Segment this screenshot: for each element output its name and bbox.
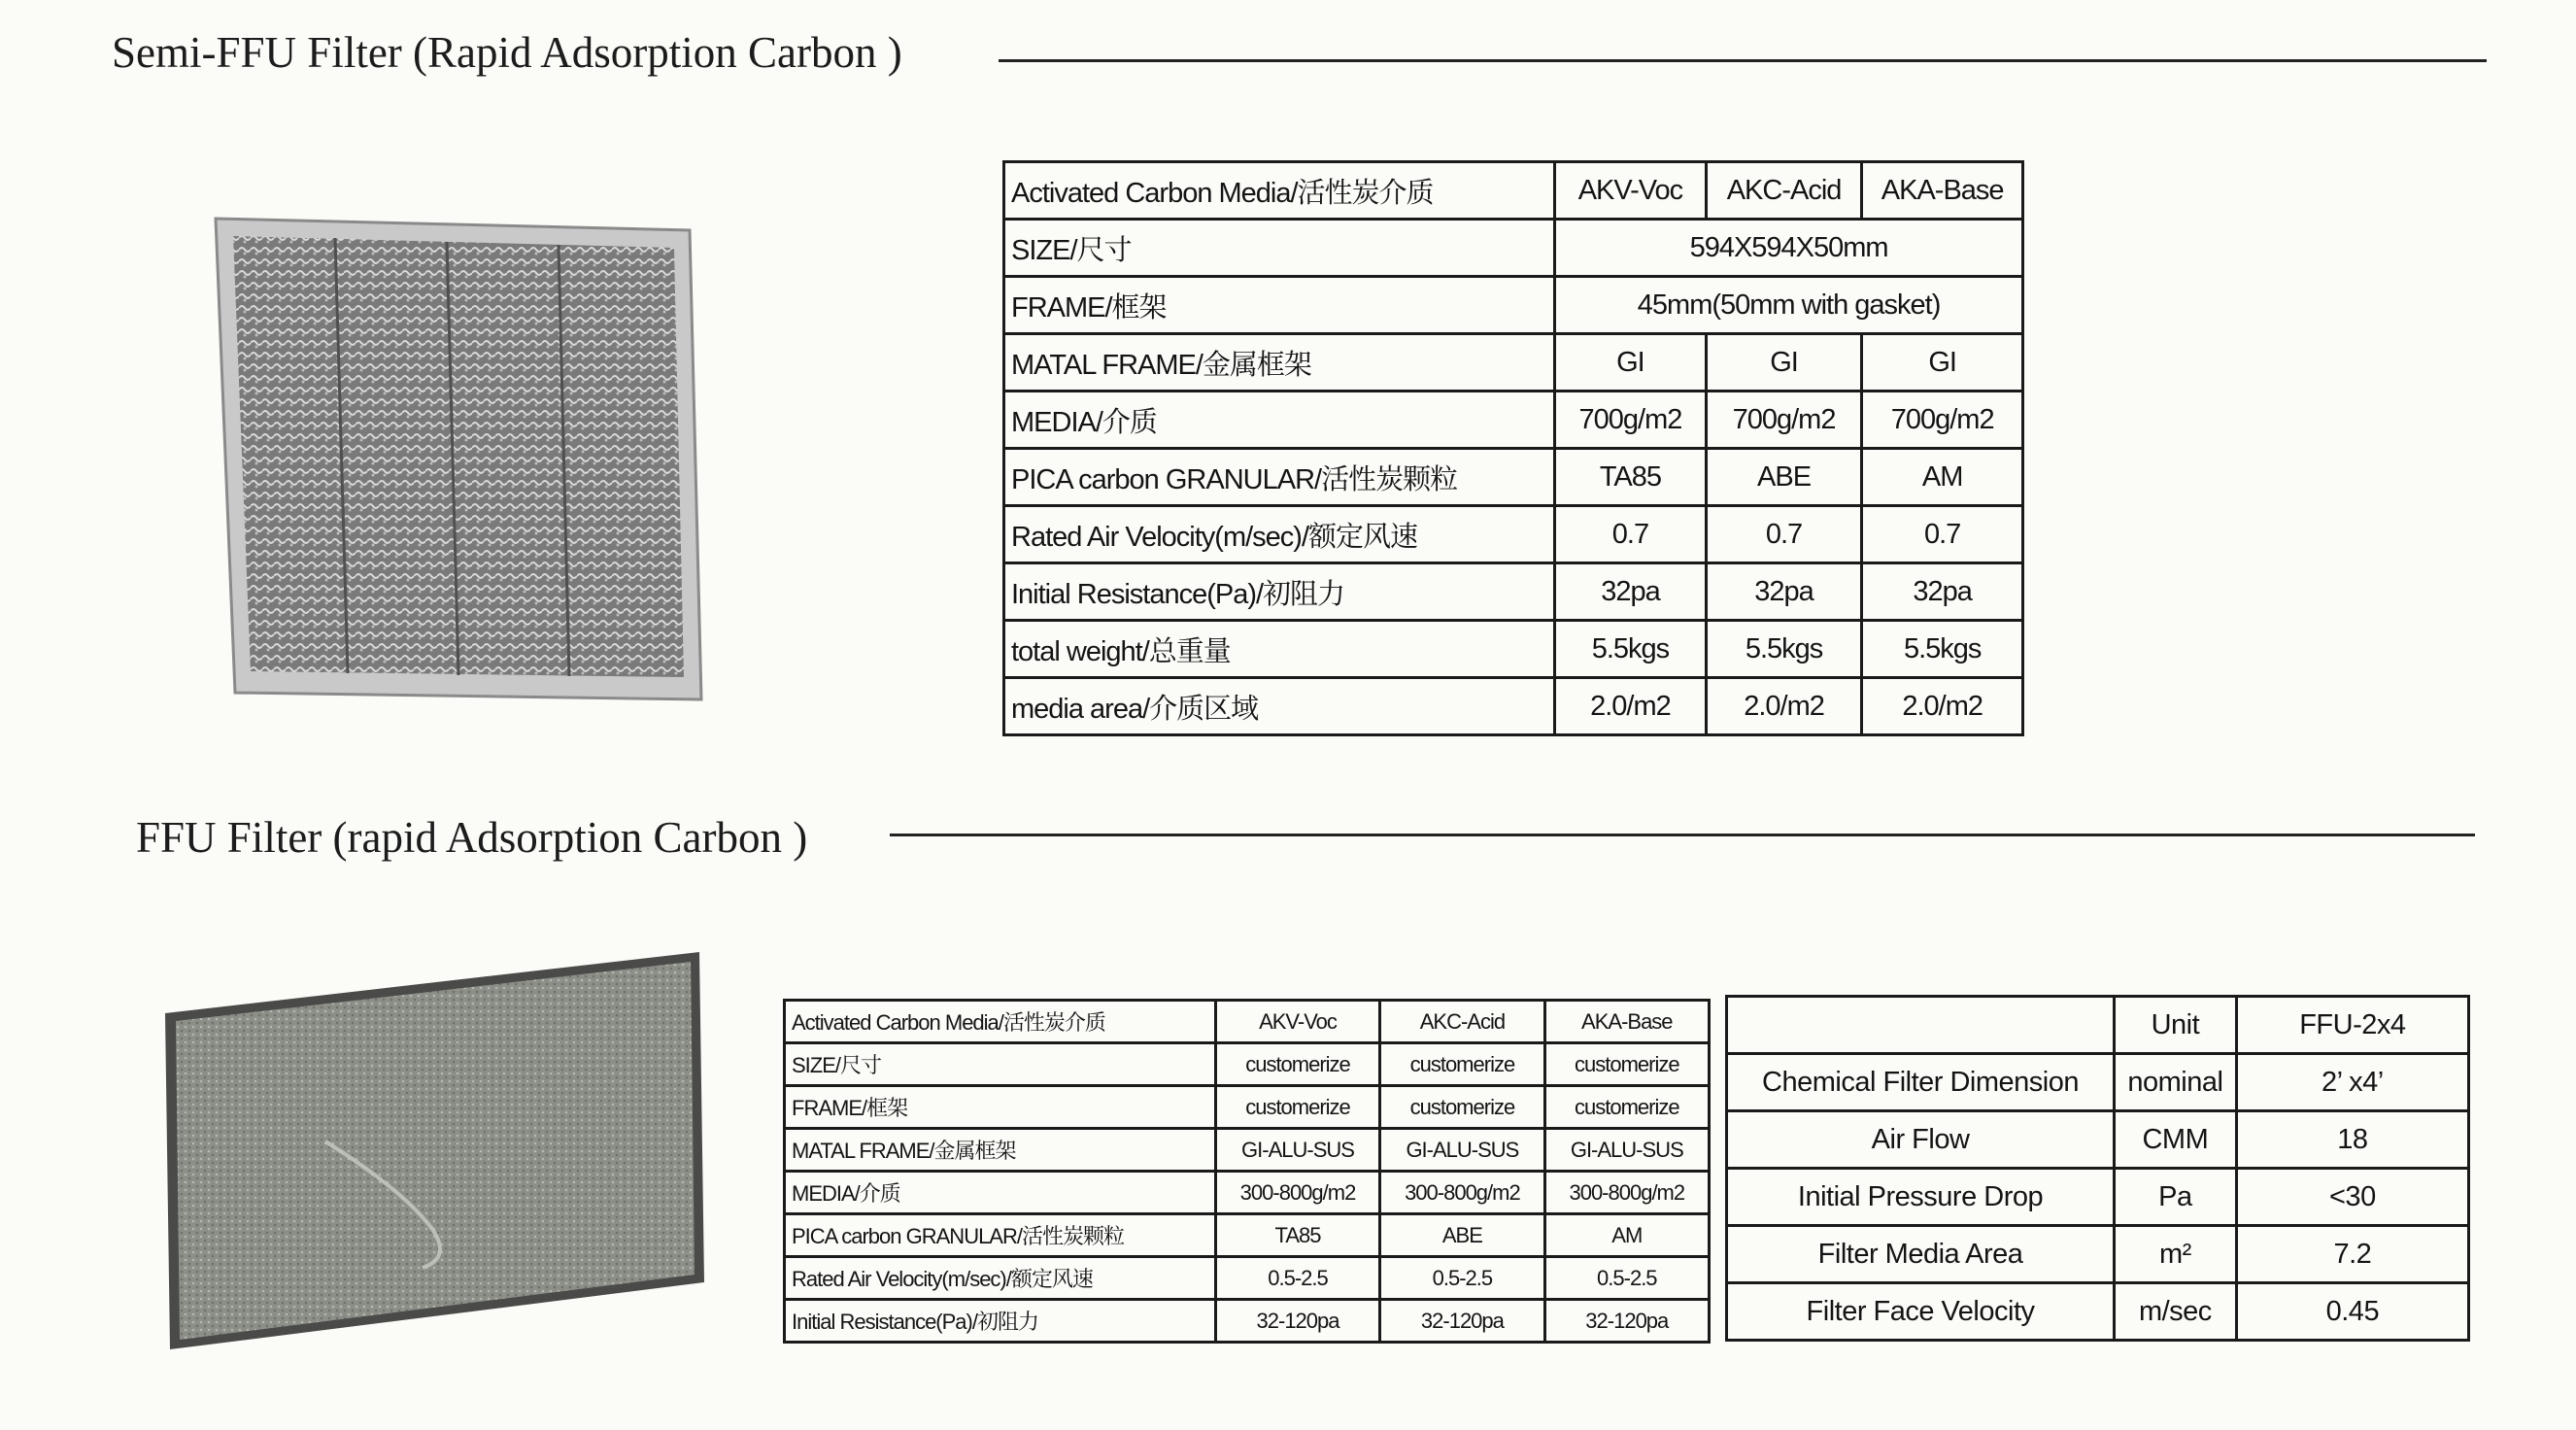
cell: 0.45 [2236, 1283, 2468, 1341]
table-row [1727, 1226, 2469, 1283]
cell: customerize [1544, 1043, 1709, 1086]
section1-title: Semi-FFU Filter (Rapid Adsorption Carbon ) [112, 28, 902, 77]
cell: nominal [2115, 1054, 2237, 1111]
cell: customerize [1380, 1086, 1544, 1129]
row-label: PICA carbon GRANULAR/活性炭颗粒 [785, 1214, 1216, 1257]
size-value: 594X594X50mm [1555, 220, 2023, 277]
cell: m/sec [2115, 1283, 2237, 1341]
cell: m² [2115, 1226, 2237, 1283]
cell: 0.7 [1706, 506, 1862, 563]
semi-ffu-spec-table [1002, 160, 2024, 736]
table-row [1727, 1111, 2469, 1169]
cell: 0.5-2.5 [1544, 1257, 1709, 1300]
cell: GI-ALU-SUS [1544, 1129, 1709, 1172]
table-row [1004, 621, 2023, 678]
row-label: Filter Face Velocity [1727, 1283, 2115, 1341]
row-label: SIZE/尺寸 [785, 1043, 1216, 1086]
cell: AM [1862, 449, 2023, 506]
header-blank [1727, 997, 2115, 1054]
header-aka-base: AKA-Base [1862, 162, 2023, 220]
header-media-label: Activated Carbon Media/活性炭介质 [1004, 162, 1555, 220]
header-akv-voc: AKV-Voc [1215, 1001, 1379, 1043]
cell: 0.5-2.5 [1215, 1257, 1379, 1300]
cell: customerize [1544, 1086, 1709, 1129]
section1-divider [999, 59, 2487, 62]
cell: GI [1706, 334, 1862, 392]
cell: 32pa [1706, 563, 1862, 621]
row-label: FRAME/框架 [1004, 277, 1555, 334]
cell: AM [1544, 1214, 1709, 1257]
cell: TA85 [1555, 449, 1707, 506]
cell: 2.0/m2 [1555, 678, 1707, 735]
cell: customerize [1215, 1043, 1379, 1086]
cell: 2’ x4’ [2236, 1054, 2468, 1111]
cell: 2.0/m2 [1862, 678, 2023, 735]
table-row [1727, 1054, 2469, 1111]
cell: 700g/m2 [1706, 392, 1862, 449]
section2-title: FFU Filter (rapid Adsorption Carbon ) [136, 813, 808, 862]
cell: 0.7 [1555, 506, 1707, 563]
table-header-row [1727, 997, 2469, 1054]
table-row [1004, 334, 2023, 392]
row-label: PICA carbon GRANULAR/活性炭颗粒 [1004, 449, 1555, 506]
cell: 0.5-2.5 [1380, 1257, 1544, 1300]
row-label: Initial Resistance(Pa)/初阻力 [1004, 563, 1555, 621]
table-row [1004, 277, 2023, 334]
header-akc-acid: AKC-Acid [1706, 162, 1862, 220]
cell: 300-800g/m2 [1215, 1172, 1379, 1214]
cell: 5.5kgs [1706, 621, 1862, 678]
cell: GI [1862, 334, 2023, 392]
cell: GI-ALU-SUS [1215, 1129, 1379, 1172]
cell: ABE [1706, 449, 1862, 506]
cell: TA85 [1215, 1214, 1379, 1257]
ffu-dimension-table [1725, 995, 2470, 1342]
cell: CMM [2115, 1111, 2237, 1169]
cell: 32-120pa [1215, 1300, 1379, 1343]
cell: 2.0/m2 [1706, 678, 1862, 735]
cell: 7.2 [2236, 1226, 2468, 1283]
cell: customerize [1215, 1086, 1379, 1129]
cell: customerize [1380, 1043, 1544, 1086]
row-label: FRAME/框架 [785, 1086, 1216, 1129]
header-model: FFU-2x4 [2236, 997, 2468, 1054]
ffu-filter-image [160, 947, 709, 1355]
cell: <30 [2236, 1169, 2468, 1226]
row-label: Filter Media Area [1727, 1226, 2115, 1283]
cell: 5.5kgs [1555, 621, 1707, 678]
row-label: MEDIA/介质 [785, 1172, 1216, 1214]
table-row [1004, 392, 2023, 449]
table-row [1004, 506, 2023, 563]
row-label: MEDIA/介质 [1004, 392, 1555, 449]
row-label: Initial Resistance(Pa)/初阻力 [785, 1300, 1216, 1343]
table-row [785, 1086, 1710, 1129]
table-row [785, 1300, 1710, 1343]
row-label: Rated Air Velocity(m/sec)/额定风速 [785, 1257, 1216, 1300]
table-row [1004, 678, 2023, 735]
table-row [785, 1043, 1710, 1086]
table-row [785, 1172, 1710, 1214]
table-row [1727, 1169, 2469, 1226]
section2-divider [890, 834, 2475, 836]
cell: GI [1555, 334, 1707, 392]
table-header-row [785, 1001, 1710, 1043]
table-row [785, 1257, 1710, 1300]
table-row [1004, 220, 2023, 277]
row-label: MATAL FRAME/金属框架 [1004, 334, 1555, 392]
row-label: total weight/总重量 [1004, 621, 1555, 678]
cell: 32pa [1862, 563, 2023, 621]
row-label: Air Flow [1727, 1111, 2115, 1169]
table-row [785, 1129, 1710, 1172]
cell: 5.5kgs [1862, 621, 2023, 678]
table-header-row [1004, 162, 2023, 220]
cell: ABE [1380, 1214, 1544, 1257]
cell: 32-120pa [1380, 1300, 1544, 1343]
table-row [1004, 563, 2023, 621]
cell: GI-ALU-SUS [1380, 1129, 1544, 1172]
cell: 0.7 [1862, 506, 2023, 563]
ffu-media-table [783, 999, 1711, 1344]
cell: 700g/m2 [1862, 392, 2023, 449]
header-aka-base: AKA-Base [1544, 1001, 1709, 1043]
cell: 18 [2236, 1111, 2468, 1169]
row-label: MATAL FRAME/金属框架 [785, 1129, 1216, 1172]
row-label: media area/介质区域 [1004, 678, 1555, 735]
cell: 300-800g/m2 [1380, 1172, 1544, 1214]
cell: 700g/m2 [1555, 392, 1707, 449]
frame-value: 45mm(50mm with gasket) [1555, 277, 2023, 334]
header-media-label: Activated Carbon Media/活性炭介质 [785, 1001, 1216, 1043]
table-row [1004, 449, 2023, 506]
cell: Pa [2115, 1169, 2237, 1226]
cell: 300-800g/m2 [1544, 1172, 1709, 1214]
table-row [785, 1214, 1710, 1257]
header-akc-acid: AKC-Acid [1380, 1001, 1544, 1043]
semi-ffu-filter-image [204, 209, 709, 704]
row-label: Chemical Filter Dimension [1727, 1054, 2115, 1111]
row-label: SIZE/尺寸 [1004, 220, 1555, 277]
row-label: Initial Pressure Drop [1727, 1169, 2115, 1226]
cell: 32pa [1555, 563, 1707, 621]
table-row [1727, 1283, 2469, 1341]
header-akv-voc: AKV-Voc [1555, 162, 1707, 220]
cell: 32-120pa [1544, 1300, 1709, 1343]
header-unit: Unit [2115, 997, 2237, 1054]
row-label: Rated Air Velocity(m/sec)/额定风速 [1004, 506, 1555, 563]
